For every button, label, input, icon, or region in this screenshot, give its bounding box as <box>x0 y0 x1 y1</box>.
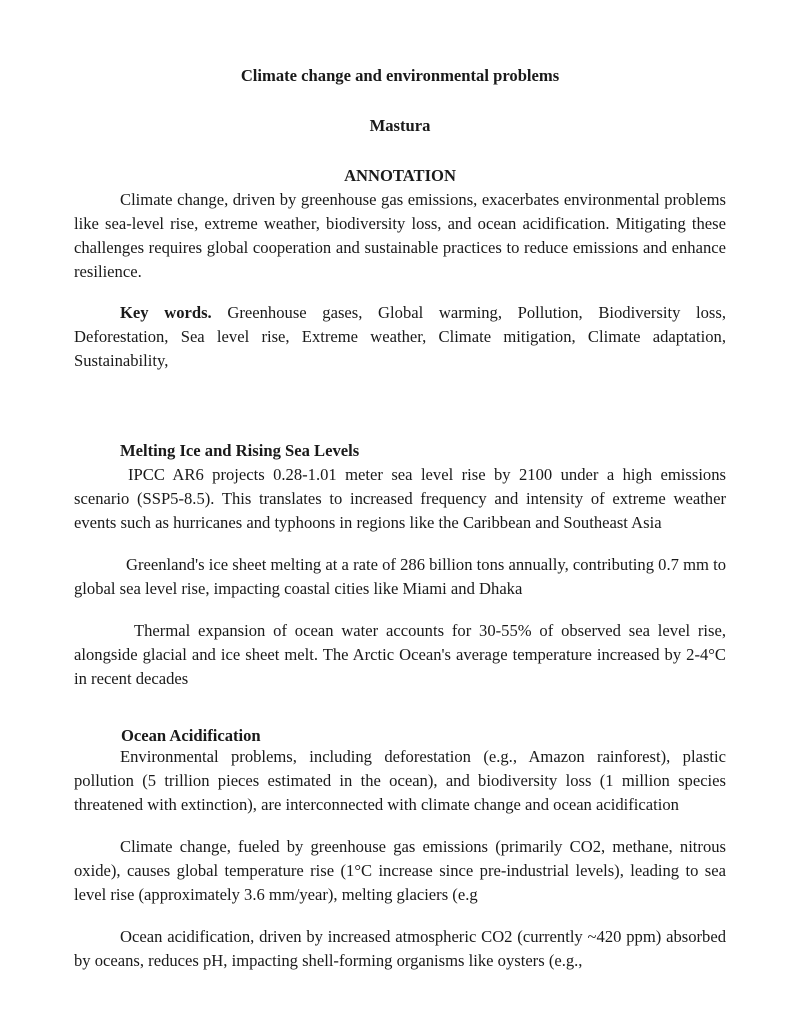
paragraph-acidification-2: Climate change, fueled by greenhouse gas emissions (primarily CO2, methane, nitrous oxide), causes global temperature rise (1°C increase since pre-industrial levels), leading to sea level rise (approximately 3.6 mm/year), melting glaciers (e.g <box>74 837 726 904</box>
paragraph-acidification-1: Environmental problems, including deforestation (e.g., Amazon rainforest), plastic pollution (5 trillion pieces estimated in the ocean), and biodiversity loss (1 million species threatened with extinction), are interconnected with climate change and ocean acidification <box>74 747 726 814</box>
annotation-heading: ANNOTATION <box>344 166 456 185</box>
keywords-label: Key words. <box>120 303 212 322</box>
paragraph-sea-levels-2: Greenland's ice sheet melting at a rate of 286 billion tons annually, contributing 0.7 mm to global sea level rise, impacting coastal cities like Miami and Dhaka <box>74 555 726 598</box>
annotation-paragraph: Climate change, driven by greenhouse gas emissions, exacerbates environmental problems like sea-level rise, extreme weather, biodiversity loss, and ocean acidification. Mitigating these challenges requires global cooperation and sustainable practices to reduce emissions and enhance resilience. <box>74 190 726 281</box>
paragraph-sea-levels-3: Thermal expansion of ocean water accounts for 30-55% of observed sea level rise, alongside glacial and ice sheet melt. The Arctic Ocean's average temperature increased by 2-4°C in recent decades <box>74 621 726 688</box>
section-heading-sea-levels: Melting Ice and Rising Sea Levels <box>120 441 360 460</box>
paragraph-sea-levels-1: IPCC AR6 projects 0.28-1.01 meter sea level rise by 2100 under a high emissions scenario (SSP5-8.5). This translates to increased frequency and intensity of extreme weather events such as hurricanes and typhoons in regions like the Caribbean and Southeast Asia <box>74 465 726 532</box>
paragraph-acidification-3: Ocean acidification, driven by increased atmospheric CO2 (currently ~420 ppm) absorbed by oceans, reduces pH, impacting shell-forming organisms like oysters (e.g., <box>74 927 726 970</box>
keywords-paragraph <box>74 301 726 373</box>
document-title: Climate change and environmental problems <box>240 66 560 85</box>
author-name: Mastura <box>369 116 431 135</box>
document-page <box>74 64 726 973</box>
keywords-text: Greenhouse gases, Global warming, Pollution, Biodiversity loss, Deforestation, Sea level rise, Extreme weather, Climate mitigation, Climate adaptation, Sustainability, <box>74 303 726 370</box>
section-heading-ocean-acidification: Ocean Acidification <box>121 726 261 745</box>
